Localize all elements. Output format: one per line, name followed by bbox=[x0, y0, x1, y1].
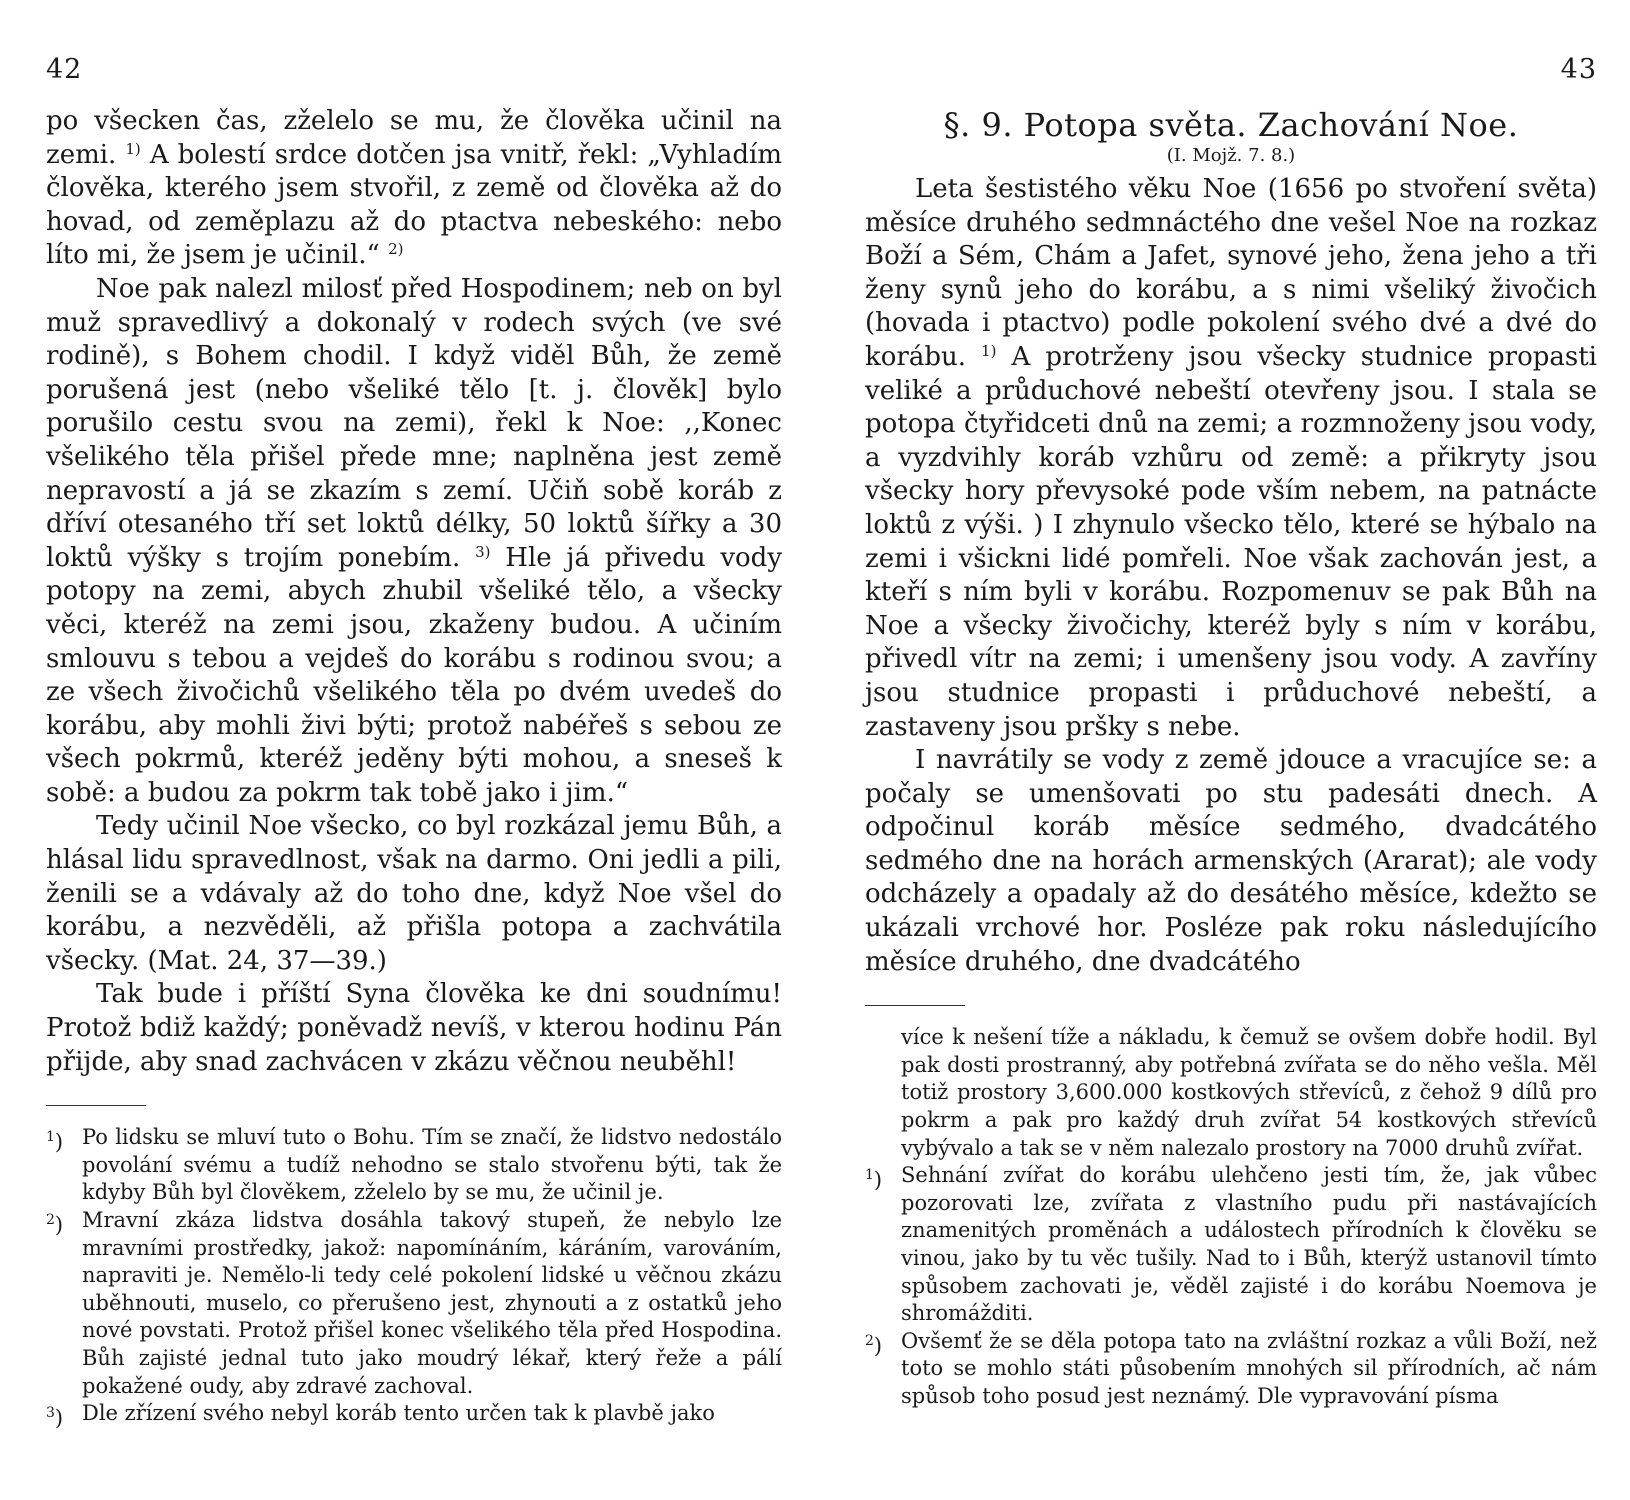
right-page bbox=[815, 0, 1630, 1500]
right-body-text bbox=[865, 173, 1597, 979]
footnote-text: Mravní zkáza lidstva dosáhla takový stupeň, že nebylo lze mravními prostředky, jakož: napomínáním, káráním, varováním, napraviti je. Nemělo-li tedy celé pokolení lidské u věčnou zkázu uběhnouti, muselo, co přerušeno jest, zhynouti a z ostatků jeho nové povstati. Protož přišel konec všelikého těla před Hospodina. Bůh zajisté jednal tuto jako moudrý lékař, který řeže a pálí pokažené oudy, aby zdravé zachoval. bbox=[82, 1208, 782, 1398]
footnote: $^3$) Dle zřízení svého nebyl koráb tento určen tak k plavbě jako bbox=[46, 1401, 715, 1431]
paragraph-text: Leta šestistého věku Noe (1656 po stvoření světa) měsíce druhého sedmnáctého dne vešel Noe na rozkaz Boží a Sém, Chám a Jafet, synové jeho, žena jeho a tři ženy synů jeho do korábu, a s nimi všeliký živočich (hovada i ptactvo) podle pokolení svého dvé a dvé do korábu. bbox=[865, 174, 1597, 372]
footnote-number: 2 bbox=[46, 1212, 55, 1228]
paragraph-text: A bolestí srdce dotčen jsa vnitř, řekl: „Vyhladím člověka, kterého jsem stvořil, z země od člověka až do hovad, od zeměplazu až do ptactva nebeského: nebo líto mi, že jsem je učinil.“ bbox=[46, 139, 783, 271]
footnote-number: 1 bbox=[865, 1167, 874, 1184]
footnote-text: Ovšemť že se děla potopa tato na zvláštní rozkaz a vůli Boží, než toto se mohlo státi působením mnohých sil přírodních, ač nám spůsob toho posud jest neznámý. Dle vypravování písma bbox=[901, 1328, 1597, 1408]
paragraph-text: Hle já přivedu vody potopy na zemi, abych zhubil všeliké tělo, a všecky věci, kteréž na zemi jsou, zkaženy budou. A učiním smlouvu s tebou a vejdeš do korábu s rodinou svou; a ze všech živočichů všelikého těla po dvém uvedeš do korábu, aby mohli živi býti; protož nabéřeš s sebou ze všech pokrmů, kteréž jeděny býti mohou, a sneseš k sobě: a budou za pokrm tak tobě jako i jim.“ bbox=[46, 542, 783, 808]
left-paragraph bbox=[46, 273, 782, 811]
footnote-ref: 2) bbox=[388, 240, 404, 259]
paragraph-text: ) I zhynulo všecko tělo, které se hýbalo na zemi i všickni lidé pomřeli. Noe však zachován jest, a kteří s ním byli v korábu. Rozpomenuv se pak Bůh na Noe a všecky živočichy, kteréž byly s ním v korábu, přivedl vítr na zemi; i umenšeny jsou vody. A zavříny jsou studnice propasti i průduchové nebeští, a zastaveny jsou pršky s nebe. bbox=[865, 509, 1597, 742]
footnote: $^2$) Mravní zkáza lidstva dosáhla takový stupeň, že nebylo lze mravními prostředky, jakož: napomínáním, káráním, varováním, napraviti je. Nemělo-li tedy celé pokolení lidské u věčnou zkázu uběhnouti, muselo, co přerušeno jest, zhynouti a z ostatků jeho nové povstati. Protož přišel konec všelikého těla před Hospodina. Bůh zajisté jednal tuto jako moudrý lékař, který řeže a pálí pokažené oudy, aby zdravé zachoval. bbox=[46, 1208, 782, 1398]
left-paragraph: Tedy učinil Noe všecko, co byl rozkázal jemu Bůh, a hlásal lidu spravedlnost, však na darmo. Oni jedli a pili, ženili se a vdávaly až do toho dne, když Noe všel do korábu, a nezvěděli, až přišla potopa a zachvátila všecky. (Mat. 24, 37—39.) bbox=[46, 811, 782, 976]
footnote: $^2$) Ovšemť že se děla potopa tato na zvláštní rozkaz a vůli Boží, než toto se mohlo státi působením mnohých sil přírodních, ač nám spůsob toho posud jest neznámý. Dle vypravování písma bbox=[865, 1328, 1597, 1408]
footnote-text: Po lidsku se mluví tuto o Bohu. Tím se značí, že lidstvo nedostálo povolání svému a tudíž nehodno se stalo stvořenu býti, tak že kdyby Bůh byl člověkem, zželelo by se mu, že učinil je. bbox=[82, 1125, 782, 1205]
left-paragraph bbox=[46, 105, 782, 273]
page-number-left: 42 bbox=[46, 54, 83, 85]
footnote-number: 1 bbox=[46, 1129, 55, 1146]
paragraph-text: Noe pak nalezl milosť před Hospodinem; neb on byl muž spravedlivý a dokonalý v rodech svých (ve své rodině), s Bohem chodil. I když viděl Bůh, že země porušená jest (nebo všeliké tělo [t. j. člověk] bylo porušilo cestu svou na zemi), řekl k Noe: ,,Konec všelikého těla přišel přede mne; naplněna jest země nepravostí a já se zkazím s zemí. Učiň sobě koráb z dříví otesaného tří set loktů délky, 50 loktů šířky a 30 loktů výšky s trojím ponebím. bbox=[46, 273, 782, 573]
section-title: §. 9. Potopa světa. Zachování Noe. bbox=[943, 106, 1519, 144]
right-paragraph: I navrátily se vody z země jdouce a vracujíce se: a počaly se umenšovati po stu padesáti dnech. A odpočinul koráb měsíce sedmého, dvadcátého sedmého dne na horách armenských (Ararat); ale vody odcházely a opadaly až do desátého měsíce, kdežto se ukázali vrchové hor. Posléze pak roku následujícího měsíce druhého, dne dvadcátého bbox=[865, 745, 1597, 977]
right-paragraph bbox=[865, 173, 1597, 744]
left-body-text bbox=[46, 105, 782, 1079]
footnote: $^1$) Sehnání zvířat do korábu ulehčeno jesti tím, že, jak vůbec pozorovati lze, zvířata z vlastního pudu při nastávajících znamenitých proměnách a událostech přírodních k člověku se vinou, jako by tu věc tušily. Nad to i Bůh, kterýž ustanovil tímto spůsobem zachovati je, věděl zajisté i do korábu Noemova je shromážditi. bbox=[865, 1163, 1597, 1326]
footnote-divider bbox=[46, 1105, 146, 1106]
footnote-text: Dle zřízení svého nebyl koráb tento určen tak k plavbě jako bbox=[82, 1401, 715, 1426]
footnote: $^1$) Po lidsku se mluví tuto o Bohu. Tím se značí, že lidstvo nedostálo povolání svému a tudíž nehodno se stalo stvořenu býti, tak že kdyby Bůh byl člověkem, zželelo by se mu, že učinil je. bbox=[46, 1125, 782, 1205]
page-number-right: 43 bbox=[1560, 54, 1597, 85]
paragraph-text: po všecken čas, zželelo se mu, že člověka učinil na zemi. bbox=[46, 106, 782, 170]
footnote-divider bbox=[865, 1005, 965, 1006]
footnote-continuation: více k nešení tíže a nákladu, k čemuž se ovšem dobře hodil. Byl pak dosti prostranný, aby potřebná zvířata se do něho vešla. Měl totiž prostory 3,600.000 kostkových střevíců, z čehož 9 dílů pro pokrm a pak pro každý druh zvířat 54 kostkových střevíců vybývalo a tak se v něm nalezalo prostory na 7000 druhů zvířat. bbox=[901, 1025, 1597, 1160]
footnote-text: Sehnání zvířat do korábu ulehčeno jesti tím, že, jak vůbec pozorovati lze, zvířata z vlastního pudu při nastávajících znamenitých proměnách a událostech přírodních k člověku se vinou, jako by tu věc tušily. Nad to i Bůh, kterýž ustanovil tímto spůsobem zachovati je, věděl zajisté i do korábu Noemova je shromážditi. bbox=[901, 1163, 1597, 1326]
footnote-ref: 1) bbox=[981, 341, 997, 360]
footnote-ref: 3) bbox=[475, 542, 491, 561]
right-footnotes bbox=[865, 1024, 1597, 1410]
section-subtitle: (I. Mojž. 7. 8.) bbox=[1166, 145, 1296, 166]
footnote-number: 2 bbox=[865, 1332, 874, 1349]
footnote-number: 3 bbox=[46, 1405, 55, 1422]
paragraph-text: A protrženy jsou všecky studnice propasti veliké a průduchové nebeští otevřeny jsou. I stala se potopa čtyřidceti dnů na zemi; a rozmnoženy jsou vody, a vyzdvihly koráb vzhůru od země: a přikryty jsou všecky hory převysoké pode vším nebem, na patnácte loktů z výši. bbox=[865, 341, 1597, 540]
footnote-ref: 1) bbox=[125, 139, 141, 158]
left-footnotes bbox=[46, 1124, 782, 1431]
left-paragraph: Tak bude i příští Syna člověka ke dni soudnímu! Protož bdiž každý; poněvadž nevíš, v kterou hodinu Pán přijde, aby snad zachvácen v zkázu věčnou neuběhl! bbox=[46, 979, 782, 1077]
